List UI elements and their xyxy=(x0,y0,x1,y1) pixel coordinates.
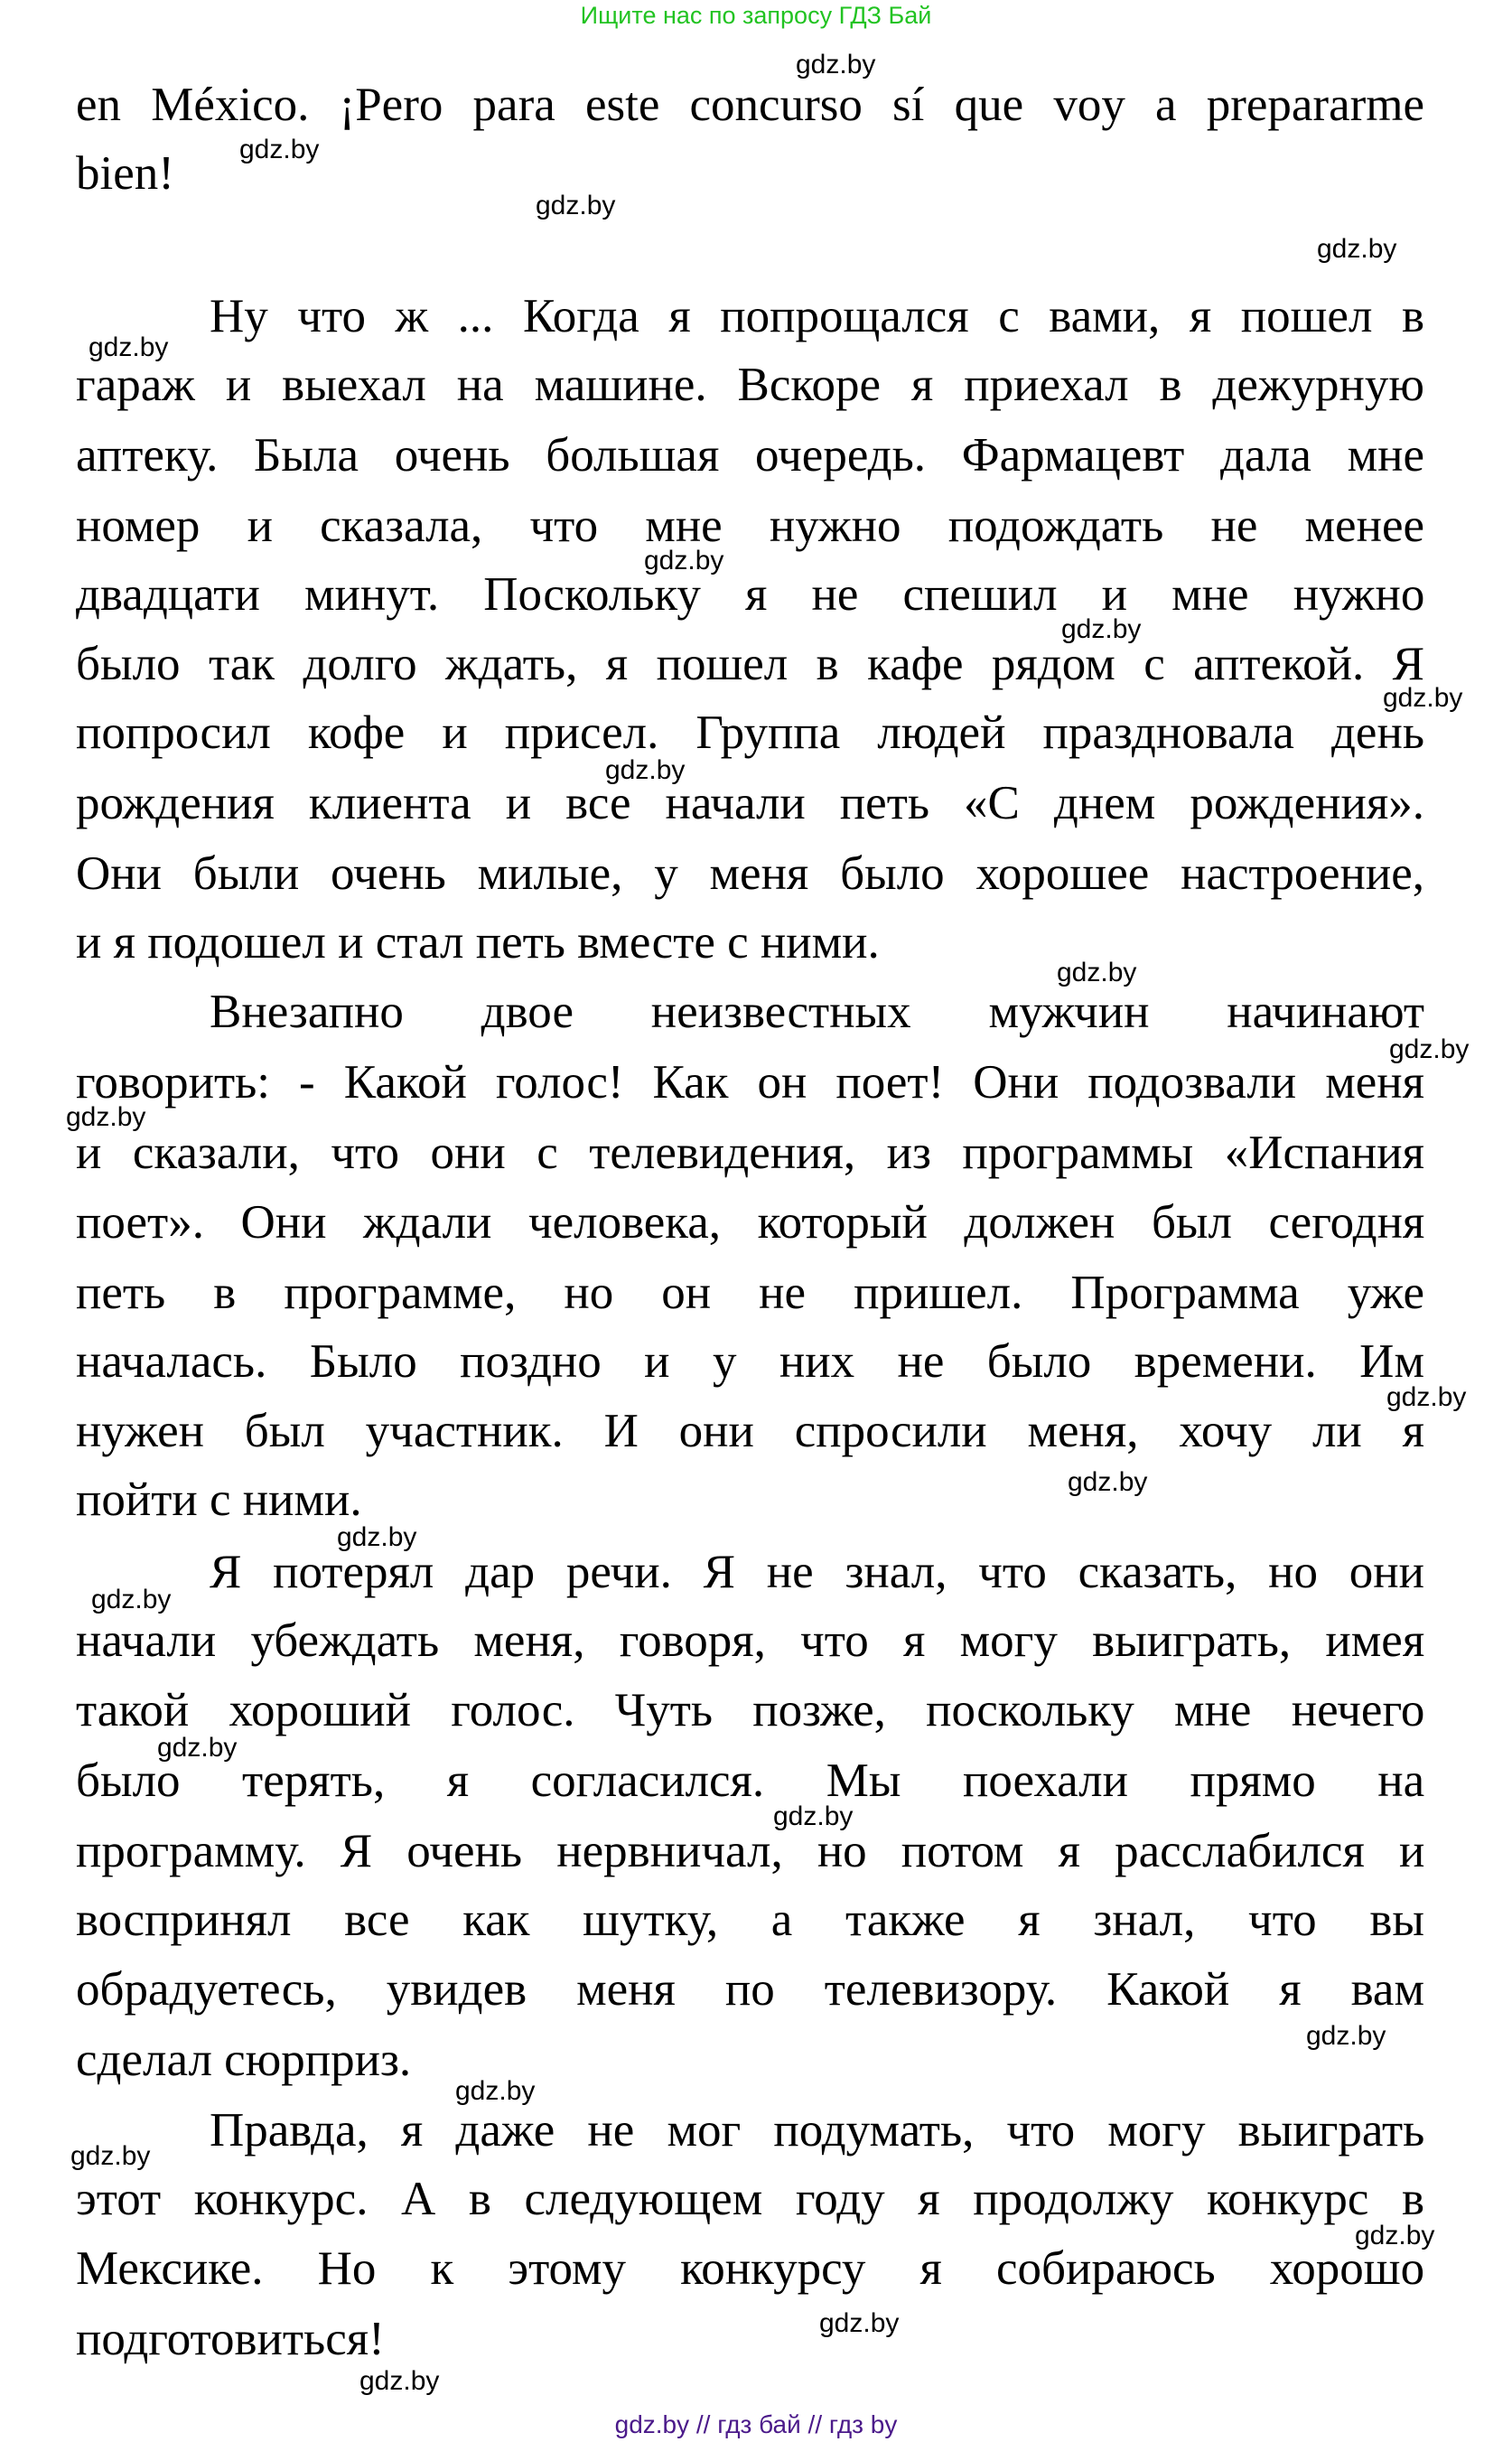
text-line: говорить: - Какой голос! Как он поет! Они подозвали меня xyxy=(76,1056,1424,1109)
text-line: обрадуетесь, увидев меня по телевизору. Какой я вам xyxy=(76,1963,1424,2016)
watermark: gdz.by xyxy=(337,1522,417,1552)
text-line: Они были очень милые, у меня было хорошее настроение, xyxy=(76,847,1424,900)
text-line: этот конкурс. А в следующем году я продолжу конкурс в xyxy=(76,2173,1425,2225)
watermark: gdz.by xyxy=(644,546,724,575)
text-line: программу. Я очень нервничал, но потом я расслабился и xyxy=(76,1825,1425,1877)
text-line: попросил кофе и присел. Группа людей праздновала день xyxy=(76,706,1424,759)
text-line: номер и сказала, что мне нужно подождать не менее xyxy=(76,500,1424,552)
text-line: bien! xyxy=(76,147,174,200)
watermark: gdz.by xyxy=(1317,234,1397,264)
text-line: en México. ¡Pero para este concurso sí que voy a prepararme xyxy=(76,79,1424,131)
watermark: gdz.by xyxy=(1306,2021,1386,2051)
text-line: такой хороший голос. Чуть позже, поскольку мне нечего xyxy=(76,1684,1425,1736)
text-line: рождения клиента и все начали петь «С днем рождения». xyxy=(76,777,1424,829)
text-line: началась. Было поздно и у них не было времени. Им xyxy=(76,1335,1424,1388)
watermark: gdz.by xyxy=(91,1585,172,1614)
watermark: gdz.by xyxy=(1383,683,1463,713)
text-line: пойти с ними. xyxy=(76,1474,362,1526)
watermark: gdz.by xyxy=(239,135,320,164)
text-line: и я подошел и стал петь вместе с ними. xyxy=(76,916,880,968)
text-line: воспринял все как шутку, а также я знал, что вы xyxy=(76,1894,1424,1946)
text-line: начали убеждать меня, говоря, что я могу выиграть, имея xyxy=(76,1614,1425,1667)
watermark: gdz.by xyxy=(70,2141,151,2171)
text-line: и сказали, что они с телевидения, из программы «Испания xyxy=(76,1127,1425,1179)
watermark: gdz.by xyxy=(1057,958,1137,987)
watermark: gdz.by xyxy=(1386,1382,1467,1412)
watermark: gdz.by xyxy=(773,1801,854,1831)
paragraph-start-line: Правда, я даже не мог подумать, что могу выиграть xyxy=(210,2104,1425,2157)
text-line: двадцати минут. Поскольку я не спешил и мне нужно xyxy=(76,568,1425,621)
watermark: gdz.by xyxy=(455,2076,536,2106)
watermark: gdz.by xyxy=(819,2308,900,2338)
paragraph-start-line: Внезапно двое неизвестных мужчин начинают xyxy=(210,986,1424,1038)
search-banner: Ищите нас по запросу ГДЗ Бай xyxy=(580,2,932,29)
watermark: gdz.by xyxy=(1389,1034,1470,1064)
watermark: gdz.by xyxy=(1068,1467,1148,1497)
watermark: gdz.by xyxy=(359,2366,440,2396)
watermark: gdz.by xyxy=(1355,2221,1435,2250)
watermark: gdz.by xyxy=(536,191,616,220)
text-line: аптеку. Была очень большая очередь. Фармацевт дала мне xyxy=(76,429,1424,482)
text-line: гараж и выехал на машине. Вскоре я приехал в дежурную xyxy=(76,359,1424,411)
watermark: gdz.by xyxy=(796,50,876,80)
watermark: gdz.by xyxy=(66,1102,146,1132)
watermark: gdz.by xyxy=(605,755,686,785)
text-line: было так долго ждать, я пошел в кафе рядом с аптекой. Я xyxy=(76,638,1424,690)
text-line: петь в программе, но он не пришел. Программа уже xyxy=(76,1267,1424,1319)
text-line: подготовиться! xyxy=(76,2313,385,2365)
paragraph-start-line: Ну что ж ... Когда я попрощался с вами, я пошел в xyxy=(210,290,1424,342)
watermark: gdz.by xyxy=(157,1733,238,1763)
text-line: сделал сюрприз. xyxy=(76,2034,412,2086)
text-line: Мексике. Но к этому конкурсу я собираюсь хорошо xyxy=(76,2242,1425,2295)
text-line: поет». Они ждали человека, который должен был сегодня xyxy=(76,1196,1425,1249)
text-line: было терять, я согласился. Мы поехали прямо на xyxy=(76,1754,1425,1807)
watermark: gdz.by xyxy=(89,332,169,362)
footer-links: gdz.by // гдз бай // гдз by xyxy=(614,2410,898,2438)
text-line: нужен был участник. И они спросили меня, хочу ли я xyxy=(76,1405,1424,1457)
watermark: gdz.by xyxy=(1061,614,1142,644)
paragraph-start-line: Я потерял дар речи. Я не знал, что сказать, но они xyxy=(210,1546,1424,1598)
